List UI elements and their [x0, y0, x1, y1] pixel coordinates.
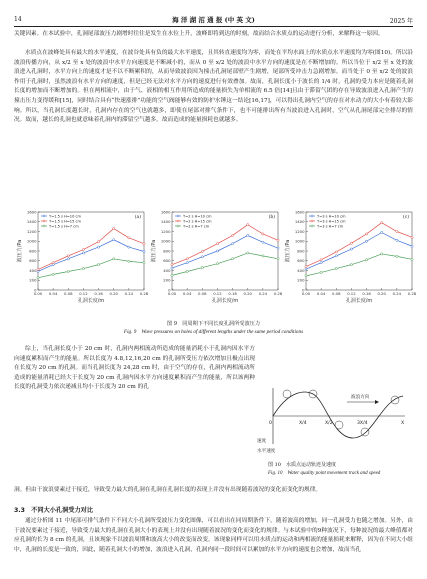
x-axis-label: 孔洞长度/m [211, 298, 239, 304]
legend-label: T=3 s H=10 cm [317, 214, 346, 219]
legend-marker [177, 220, 179, 222]
data-point [82, 267, 84, 269]
legend-label: T=2 s H=10 cm [183, 214, 212, 219]
data-point [231, 234, 233, 236]
data-point [171, 267, 173, 269]
y-tick-label: 1000 [26, 238, 37, 244]
data-point [262, 255, 264, 257]
data-point [262, 241, 264, 243]
data-point [128, 237, 130, 239]
y-tick-label: 400 [297, 267, 305, 273]
y-tick-label: 0 [34, 287, 37, 293]
x-tick-label: 0.04 [48, 291, 58, 296]
data-point [262, 233, 264, 235]
data-point [277, 247, 279, 249]
x-tick-label: 0.00 [301, 291, 311, 296]
data-point [171, 264, 173, 266]
x-tick-label: 0.08 [332, 291, 341, 296]
page-number: 14 [14, 16, 22, 23]
panel-label: (b) [268, 215, 275, 220]
legend-marker [177, 215, 179, 217]
data-point [97, 246, 99, 248]
data-point [381, 231, 383, 233]
data-point [320, 262, 322, 264]
y-tick-label: 800 [163, 248, 171, 254]
y-axis-label: 波压力/Pa [17, 239, 23, 263]
x-tick-label: 0.16 [94, 291, 103, 296]
data-point [335, 251, 337, 253]
legend-marker [177, 225, 179, 227]
y-tick-label: 1400 [26, 219, 37, 225]
section-heading [14, 505, 93, 514]
data-point [216, 243, 218, 245]
fig10-caption-en: Fig. 10 Water quality point movement track and speed [268, 471, 381, 476]
header-rule [14, 26, 413, 27]
data-point [396, 230, 398, 232]
paragraph-3a: 综上，当孔洞长度小于 20 cm 时，孔洞内两相流动所造成的能量消耗小于孔洞内因水平方向速度累积而产生的能量。所以长度为 4.8,12,16,20 cm 的孔洞所受压力依次增加且极点出现在长度为 20 cm 的孔洞。而当孔洞长度为 24,28 cm 时，由于空气的存在，孔洞内两相流动所造成的能量消耗已经大于长度为 20 cm 孔洞内因水平方向速度累积而产生的能量，所以该两种长度的孔洞受力依次递减且均小于长度为 20 cm 的孔 [14, 346, 255, 391]
legend-marker [311, 225, 313, 227]
legend-label: T=1.5 s H=10 cm [49, 214, 81, 219]
data-point [365, 240, 367, 242]
x-three-quarter-label: 3X/4 [357, 421, 368, 426]
x-tick-label: 0.00 [167, 291, 177, 296]
data-point [128, 246, 130, 248]
data-point [305, 275, 307, 277]
data-point [113, 227, 115, 229]
data-point [97, 264, 99, 266]
data-point [143, 243, 145, 245]
data-point [305, 268, 307, 270]
wave-curve [273, 392, 403, 438]
panel-label: (a) [134, 215, 141, 220]
x-tick-label: 0.24 [124, 291, 134, 296]
legend-label: T=3 s H=15 cm [317, 219, 346, 224]
legend-label: T=2 s H=15 cm [183, 219, 212, 224]
data-point [411, 236, 413, 238]
x-tick-label: 0.24 [258, 291, 268, 296]
data-point [381, 253, 383, 255]
issue-year: 2025 年 [389, 18, 413, 25]
y-tick-label: 600 [29, 258, 37, 264]
y-tick-label: 600 [297, 258, 305, 264]
y-tick-label: 1200 [294, 228, 305, 234]
fig9-panel-b [150, 206, 283, 306]
paragraph-1: 关键因素。在本试验中，孔洞尾部波压力剧增时往往是发生在水位上升，波峰即将到达的时刻，故而结合水质点的运动进行分析，来解释这一原因。 [14, 31, 384, 37]
data-point [231, 258, 233, 260]
data-point [201, 250, 203, 252]
y-tick-label: 1400 [294, 219, 305, 225]
panel-label: (c) [402, 215, 409, 220]
direction-arrow [347, 400, 379, 404]
data-point [350, 248, 352, 250]
wave-direction-label: 波浪方向 [351, 395, 370, 400]
data-point [201, 256, 203, 258]
data-point [305, 266, 307, 268]
y-tick-label: 800 [29, 248, 37, 254]
data-point [37, 277, 39, 279]
data-point [365, 233, 367, 235]
y-tick-label: 200 [29, 277, 37, 283]
data-point [411, 245, 413, 247]
data-point [113, 258, 115, 260]
speed-label: 速度 [257, 439, 267, 444]
data-point [320, 259, 322, 261]
paragraph-4: 通过分析图 11 中尾部可排气条件下不同大小孔洞所受波压力变化图像，可以看出在同周期条件下，随着波高的增加，同一孔洞受力也随之增加。另外，由于波况要素过于接近，导致受力最大的孔洞在孔洞大小的表现上并没有出现随着波况的变化而变化的规律。与本试验中的9种波况下，每种波况的最大峰值都对应孔洞的长为 8 cm 的孔洞，且该现象不以波浪周期和波高大小的改变而改变。该现象同样可以用水质点的运动和两相流的能量损耗来解释，因为在不同大小组中，孔洞的长度是一致的，因此，随着孔洞大小的增加，波浪进入孔洞，孔洞内同一段时间可以累加的水平方向的速度也会增加，故而当孔 [14, 518, 413, 553]
fig9-caption-cn: 图 9 同周期下不同长度孔洞所受波压力 [166, 321, 261, 327]
data-point [247, 234, 249, 236]
y-tick-label: 600 [163, 258, 171, 264]
x-tick-label: 0.12 [213, 291, 222, 296]
data-point [365, 259, 367, 261]
data-point [143, 262, 145, 264]
data-point [113, 239, 115, 241]
data-point [186, 270, 188, 272]
data-point [186, 262, 188, 264]
data-point [82, 252, 84, 254]
x-tick-label: 0.00 [33, 291, 43, 296]
data-point [247, 252, 249, 254]
data-point [67, 255, 69, 257]
y-tick-label: 1000 [294, 238, 305, 244]
x-tick-label: 0.28 [139, 291, 149, 296]
y-axis-label: 波压力/Pa [151, 239, 157, 263]
data-point [350, 264, 352, 266]
legend-label: T=3 s H=7 cm [317, 224, 344, 229]
y-tick-label: 400 [163, 267, 171, 273]
data-point [186, 258, 188, 260]
data-point [37, 268, 39, 270]
data-point [171, 274, 173, 276]
x-tick-label: 0.08 [64, 291, 73, 296]
x-zero-label: 0 [269, 421, 272, 426]
y-tick-label: 0 [302, 287, 305, 293]
y-tick-label: 0 [168, 287, 171, 293]
x-half-label: X/2 [325, 421, 333, 426]
y-tick-label: 1600 [294, 209, 305, 215]
legend-label: T=1.5 s H=7 cm [49, 224, 79, 229]
data-point [335, 255, 337, 257]
y-tick-label: 1200 [26, 228, 37, 234]
x-tick-label: 0.28 [407, 291, 417, 296]
x-tick-label: 0.20 [109, 291, 118, 296]
x-tick-label: 0.04 [316, 291, 326, 296]
y-tick-label: 800 [297, 248, 305, 254]
horizontal-speed-label: 水平速度 [257, 449, 276, 454]
data-point [335, 267, 337, 269]
fig9-panel-a [16, 206, 149, 306]
data-point [216, 250, 218, 252]
data-point [277, 239, 279, 241]
data-point [381, 222, 383, 224]
x-tick-label: 0.04 [182, 291, 192, 296]
data-point [82, 248, 84, 250]
fig10-caption-cn: 图 10 水质点运动轨迹及速度 [268, 462, 336, 468]
paragraph-3b: 洞。但由于波浪要素过于接近，导致受力最大的孔洞在孔洞在孔洞长度的表现上并没有出现随着波况的变化而变化的规律。 [14, 487, 322, 493]
data-point [128, 260, 130, 262]
section-title: 不同大小孔洞受力对比 [31, 507, 94, 514]
data-point [350, 242, 352, 244]
y-tick-label: 1400 [160, 219, 171, 225]
data-point [52, 262, 54, 264]
x-axis-label: 孔洞长度/m [345, 298, 373, 304]
data-point [411, 258, 413, 260]
x-tick-label: 0.24 [392, 291, 402, 296]
legend-marker [43, 225, 45, 227]
data-point [320, 271, 322, 273]
legend-label: T=2 s H=7 cm [183, 224, 210, 229]
fig9-caption-en: Fig. 9 Wave pressures on holes of different lengths under the same period conditions [123, 329, 304, 335]
x-tick-label: 0.28 [273, 291, 283, 296]
data-point [231, 243, 233, 245]
x-quarter-label: X/4 [299, 421, 307, 426]
journal-title: 海 洋 湖 沼 通 报 (中 英 文) [172, 16, 255, 24]
data-point [396, 255, 398, 257]
paragraph-2: 水质点在波峰处具有最大的水平速度，在波谷处具有负的最大水平速度，且其转直速度均为零，而处在平均水面上的水质点水平速度均为零(图10)。所以沿波浪传播方向，从 x/2 至 x 处的波浪中水平方向速度是不断减小的，而从 0 至 x/2 处的波浪中水平方向的速度是在不断增加的。所以当位于 x/2 至 x 处的波浪进入孔洞时，水平方向上的速度才是不以不断累积的，从而导致波浪因为撞击孔洞尾部壁产生剧增，尾部所受冲击力急剧增加。而当处于 0 至 x/2 处的波浪作用于孔洞时，虽然波浪有水平方向的速度，但是已经无法对水平方向的速度进行有效叠加。故而，孔洞长度小于波长的 1/4 时，孔洞的受力本应是随着孔洞长度的增加而不断增加的。但在两相流中，由于气、液相的相互作用所造成的能量损失为单相流的 6.5 倍[14]且由于滞留气团的存在导致波浪进入孔洞产生的撞击压力变得缓和[15]，同时结合具有“快速涨排”功能的空气阀能够有效的防护水锤这一结论[16,17]，可以得出孔洞内空气的存在对水动力的大小有着较大影响。所以，当孔洞长度越长时，孔洞内存在的空气也就越多，即使在尾部对排气条件下，也不可能排出所有当波浪进入孔洞时，空气从孔洞尾部完全排尽的情况。故而，越长的孔洞也就意味着孔洞内的滞留空气越多，故而造成的能量损耗也就越多。 [14, 50, 413, 124]
legend-marker [311, 220, 313, 222]
section-number: 3.3 [14, 507, 25, 514]
data-point [216, 263, 218, 265]
fig9-panel-c [284, 206, 417, 306]
x-tick-label: 0.16 [228, 291, 237, 296]
fig10-axes [273, 388, 405, 444]
x-full-label: X [401, 421, 405, 426]
data-point [52, 273, 54, 275]
data-point [277, 258, 279, 260]
data-point [201, 266, 203, 268]
x-tick-label: 0.08 [198, 291, 207, 296]
legend-marker [311, 215, 313, 217]
data-point [143, 250, 145, 252]
data-point [97, 241, 99, 243]
data-point [67, 258, 69, 260]
y-axis-label: 波压力/Pa [285, 239, 291, 263]
x-tick-label: 0.20 [243, 291, 252, 296]
y-tick-label: 400 [29, 267, 37, 273]
y-tick-label: 1600 [26, 209, 37, 215]
legend-marker [43, 220, 45, 222]
x-tick-label: 0.12 [79, 291, 88, 296]
data-point [247, 224, 249, 226]
y-tick-label: 200 [163, 277, 171, 283]
x-tick-label: 0.16 [362, 291, 371, 296]
y-tick-label: 1600 [160, 209, 171, 215]
x-tick-label: 0.20 [377, 291, 386, 296]
y-tick-label: 1000 [160, 238, 171, 244]
y-tick-label: 200 [297, 277, 305, 283]
x-tick-label: 0.12 [347, 291, 356, 296]
y-tick-label: 1200 [160, 228, 171, 234]
data-point [67, 270, 69, 272]
x-axis-label: 孔洞长度/m [77, 298, 105, 304]
fig10-diagram [255, 380, 415, 460]
legend-marker [43, 215, 45, 217]
data-point [396, 239, 398, 241]
legend-label: T=1.5 s H=15 cm [49, 219, 81, 224]
